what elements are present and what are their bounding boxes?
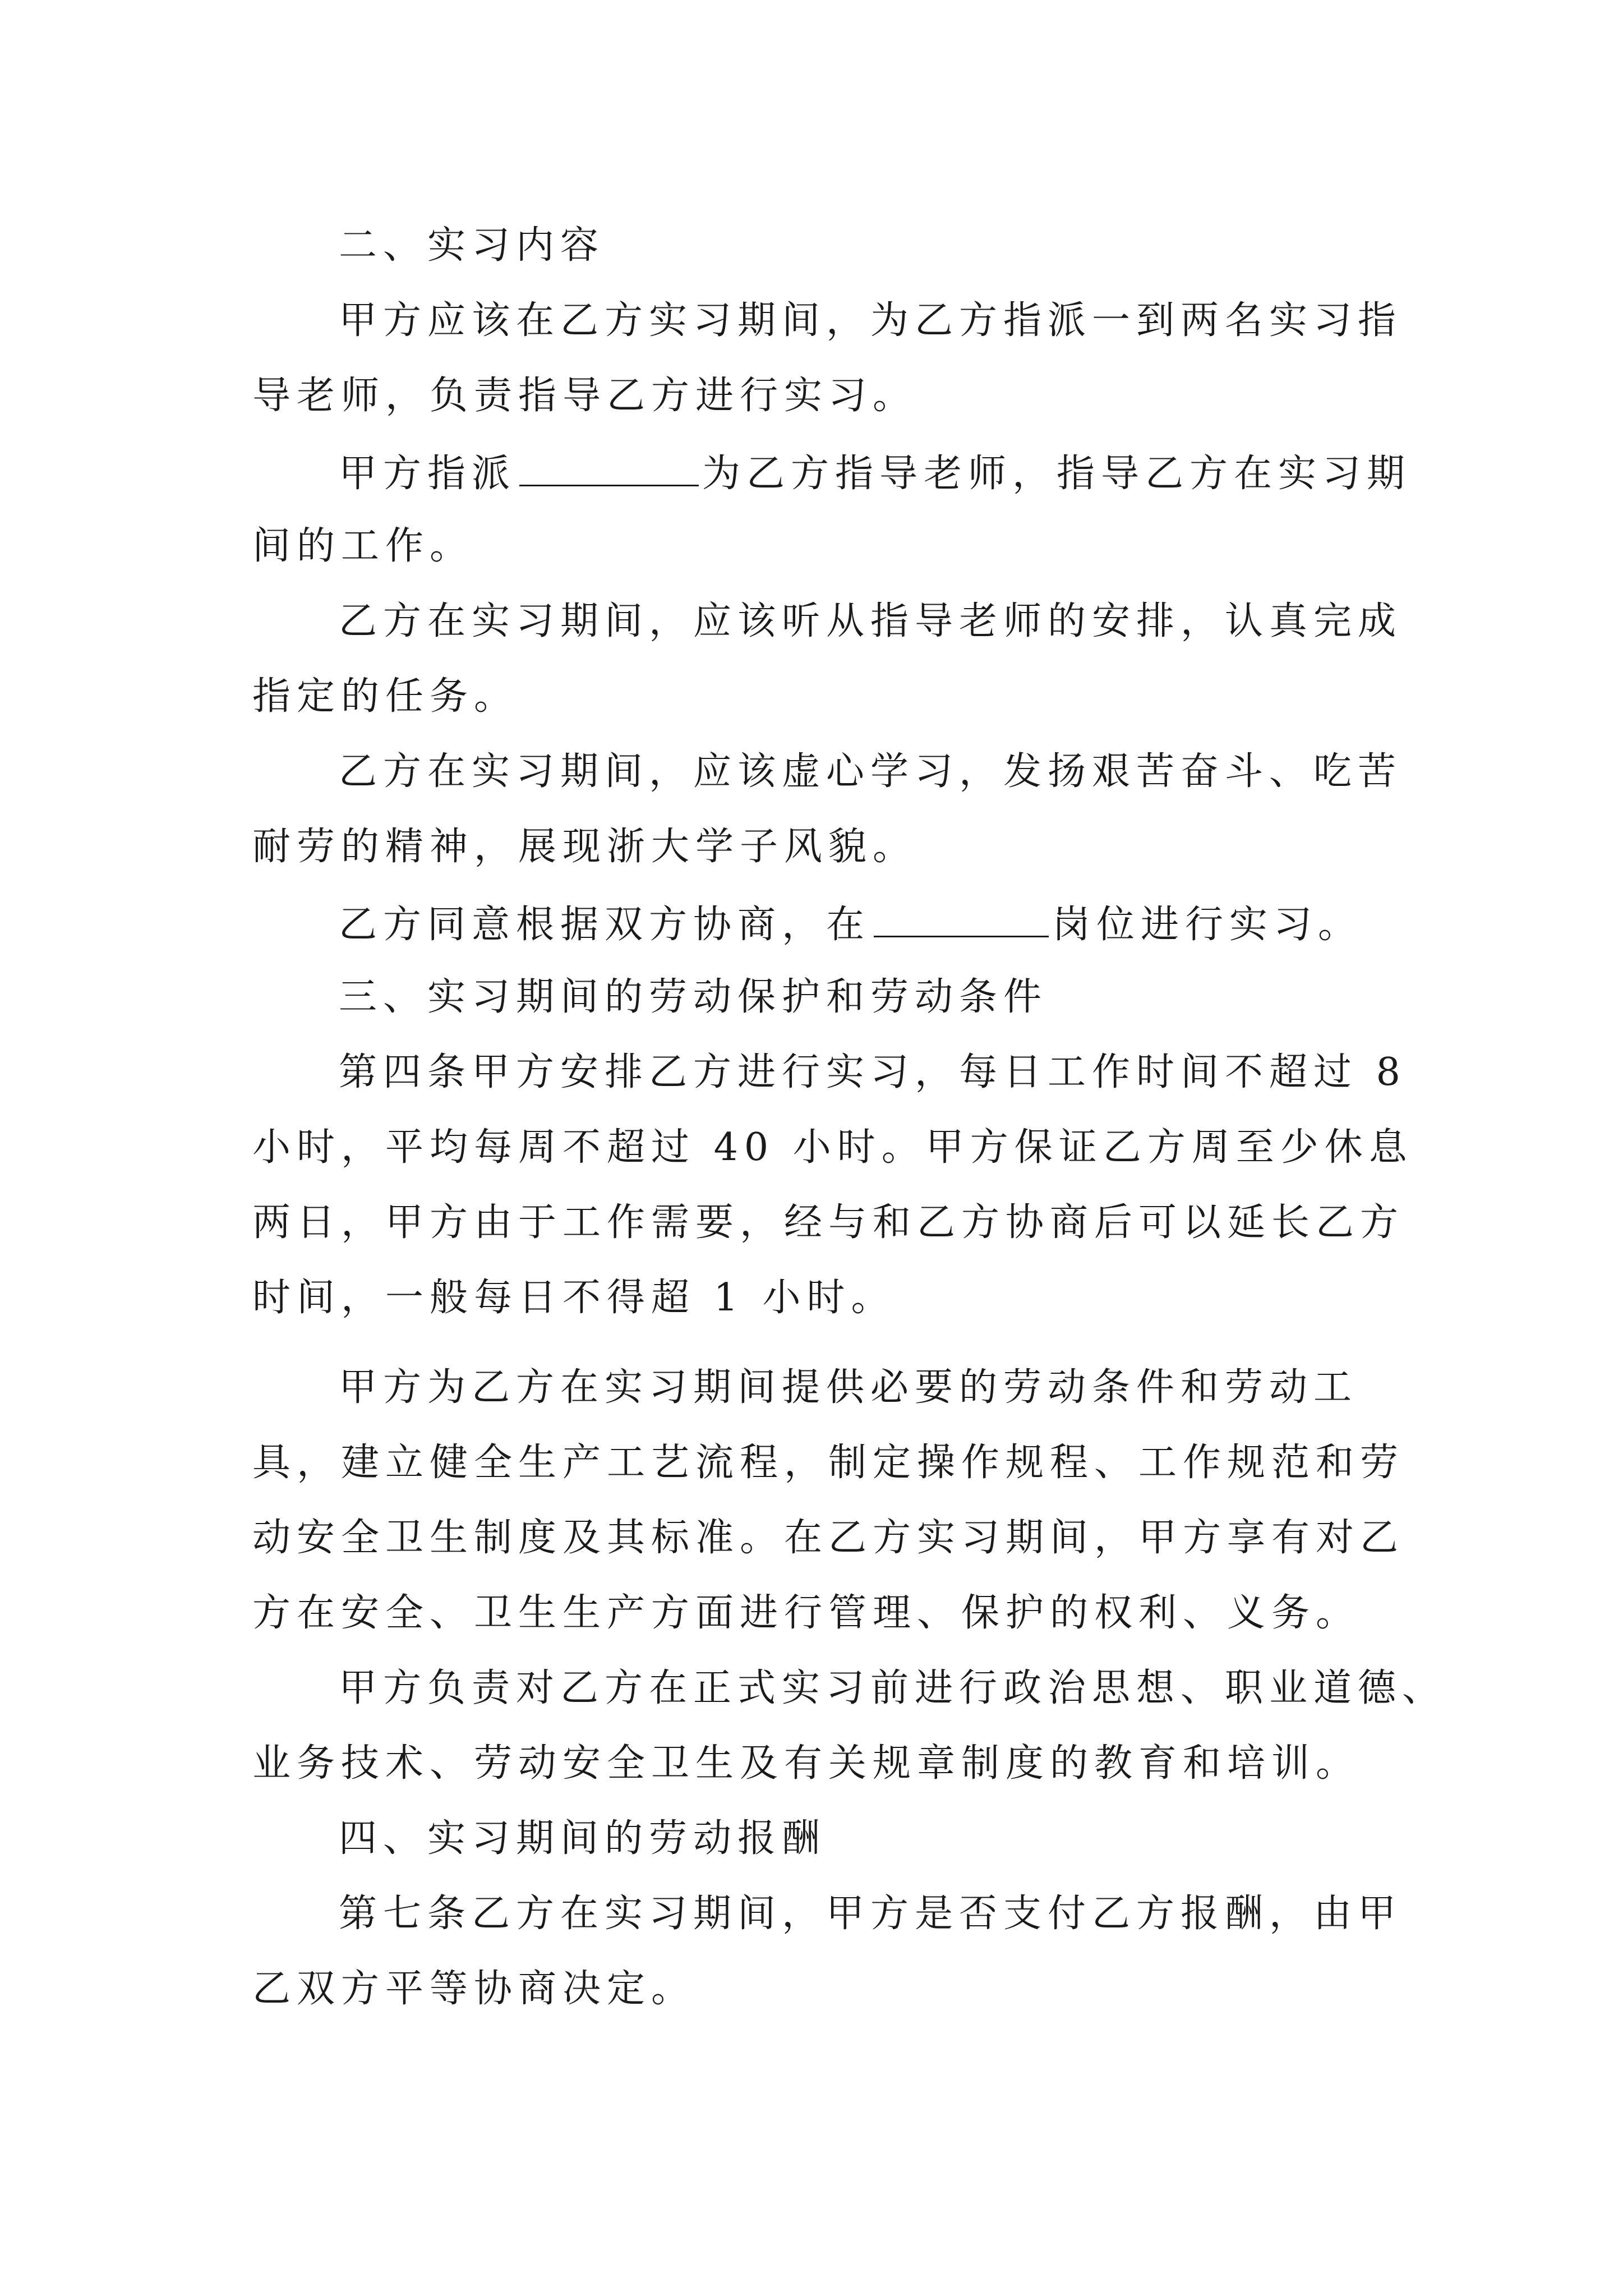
supervisor-name-blank xyxy=(519,452,699,486)
paragraph-line: 动安全卫生制度及其标准。在乙方实习期间，甲方享有对乙 xyxy=(252,1516,1405,1560)
line-text-before-blank: 乙方同意根据双方协商，在 xyxy=(339,902,871,947)
paragraph-line: 乙方在实习期间，应该虚心学习，发扬艰苦奋斗、吃苦 xyxy=(339,749,1403,794)
paragraph-line: 方在安全、卫生生产方面进行管理、保护的权利、义务。 xyxy=(252,1591,1361,1635)
paragraph-line: 甲方为乙方在实习期间提供必要的劳动条件和劳动工 xyxy=(339,1365,1358,1410)
section-heading-labor-protection: 三、实习期间的劳动保护和劳动条件 xyxy=(339,975,1048,1019)
line-text-before-blank: 甲方指派 xyxy=(339,451,517,496)
paragraph-line-with-blank xyxy=(339,902,1363,947)
paragraph-line: 甲方负责对乙方在正式实习前进行政治思想、职业道德、 xyxy=(339,1666,1447,1710)
paragraph-line: 第四条甲方安排乙方进行实习，每日工作时间不超过 8 xyxy=(339,1050,1407,1094)
line-text-after-blank: 为乙方指导老师，指导乙方在实习期 xyxy=(702,451,1412,496)
paragraph-line: 业务技术、劳动安全卫生及有关规章制度的教育和培训。 xyxy=(252,1741,1361,1786)
paragraph-line-with-blank xyxy=(339,451,1412,496)
paragraph-line: 时间，一般每日不得超 1 小时。 xyxy=(252,1276,896,1320)
paragraph-line: 两日，甲方由于工作需要，经与和乙方协商后可以延长乙方 xyxy=(252,1200,1405,1245)
paragraph-line: 指定的任务。 xyxy=(252,674,519,719)
paragraph-line: 第七条乙方在实习期间，甲方是否支付乙方报酬，由甲 xyxy=(339,1892,1403,1936)
paragraph-line: 具，建立健全生产工艺流程，制定操作规程、工作规范和劳 xyxy=(252,1441,1405,1485)
paragraph-line: 乙方在实习期间，应该听从指导老师的安排，认真完成 xyxy=(339,599,1403,643)
paragraph-line: 甲方应该在乙方实习期间，为乙方指派一到两名实习指 xyxy=(339,298,1403,343)
paragraph-line: 间的工作。 xyxy=(252,524,474,568)
paragraph-line: 导老师，负责指导乙方进行实习。 xyxy=(252,374,917,418)
paragraph-line: 小时，平均每周不超过 40 小时。甲方保证乙方周至少休息 xyxy=(252,1125,1413,1170)
paragraph-line: 乙双方平等协商决定。 xyxy=(252,1967,696,2011)
paragraph-line: 耐劳的精神，展现浙大学子风貌。 xyxy=(252,825,917,869)
position-blank xyxy=(874,903,1049,937)
section-heading-internship-content: 二、实习内容 xyxy=(339,223,605,268)
line-text-after-blank: 岗位进行实习。 xyxy=(1052,902,1363,947)
section-heading-labor-remuneration: 四、实习期间的劳动报酬 xyxy=(339,1816,827,1861)
